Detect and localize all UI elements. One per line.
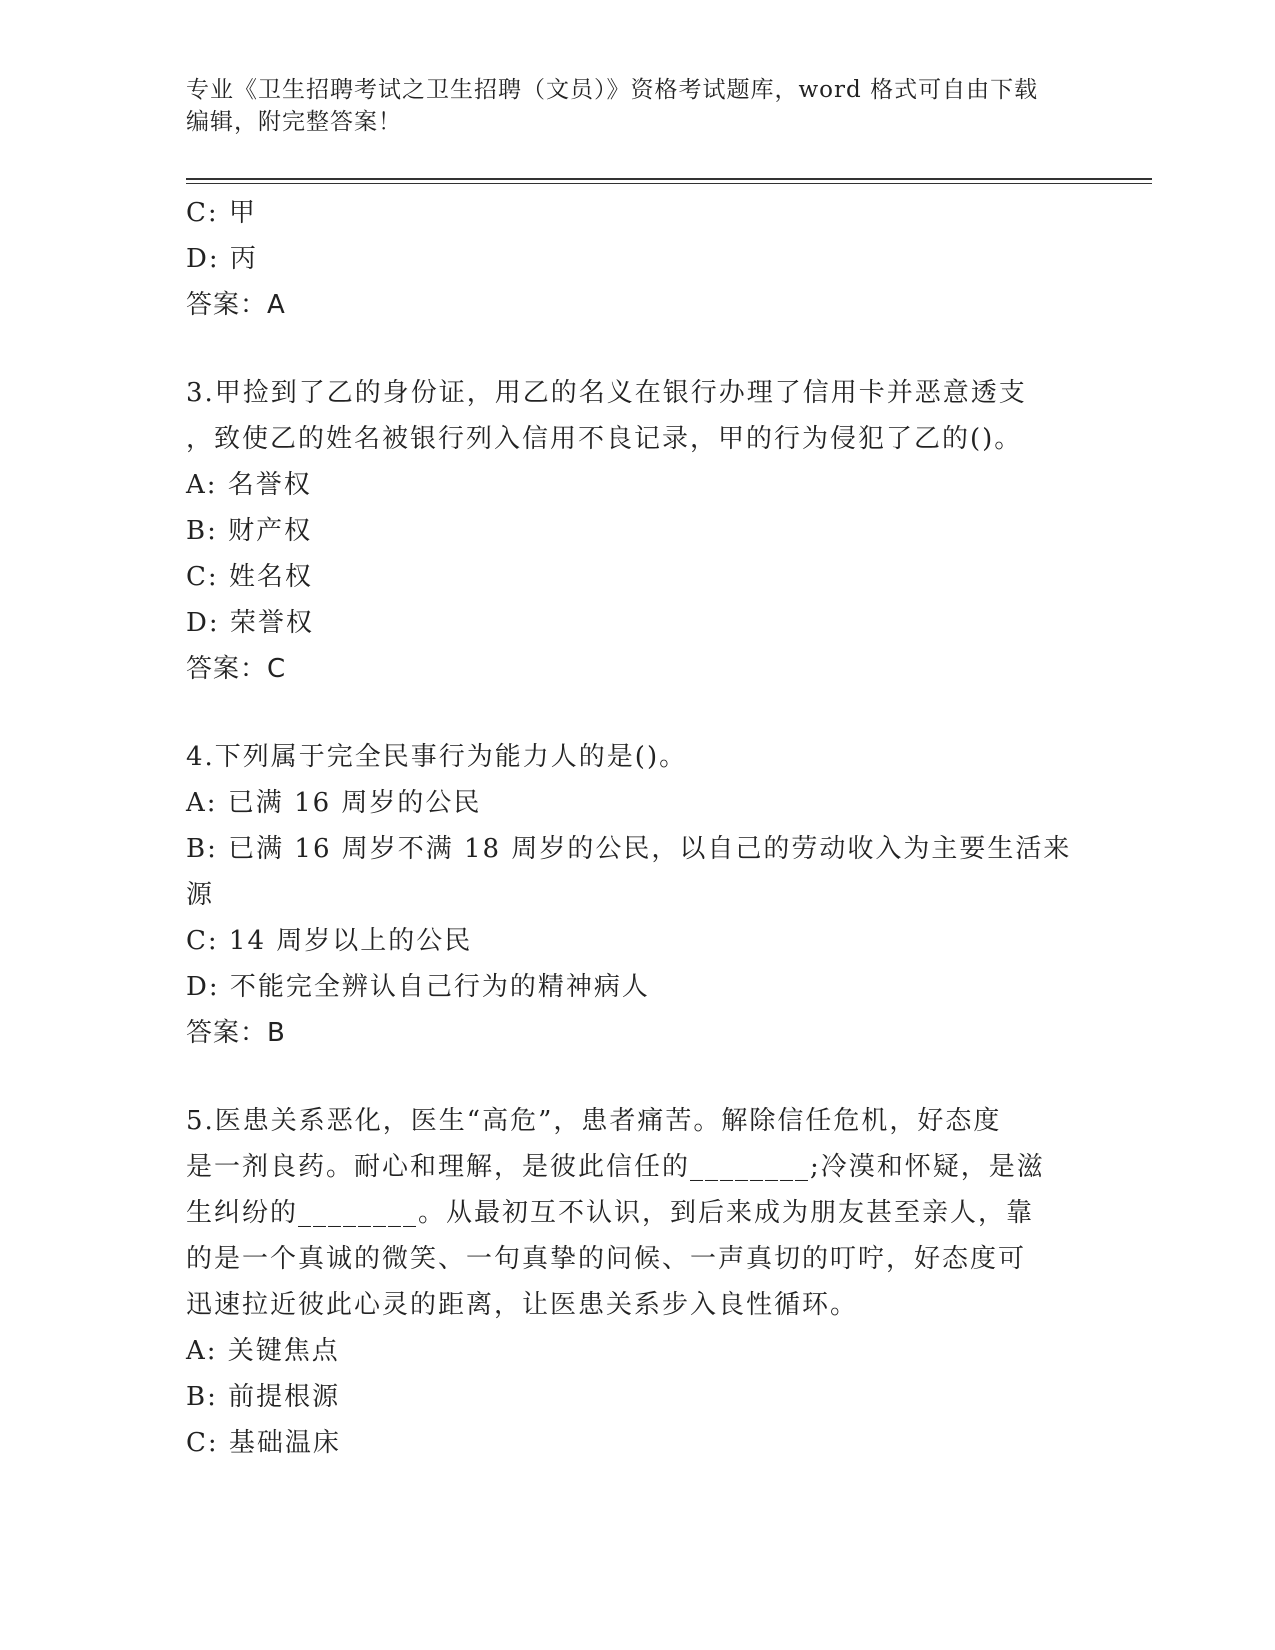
- question-3: [186, 370, 1086, 692]
- q4-option-b-line-1: B: 已满 16 周岁不满 18 周岁的公民，以自己的劳动收入为主要生活来: [186, 834, 1072, 864]
- q4-option-c: C: 14 周岁以上的公民: [186, 926, 473, 956]
- header-divider-thin: [186, 183, 1152, 184]
- q4-option-a: A: 已满 16 周岁的公民: [186, 788, 482, 818]
- q2-option-d: D: 丙: [186, 244, 258, 274]
- question-2-tail: [186, 190, 1086, 328]
- q3-stem-line-2: ，致使乙的姓名被银行列入信用不良记录，甲的行为侵犯了乙的()。: [186, 424, 1023, 454]
- document-body: [186, 190, 1086, 1466]
- q3-option-b: B: 财产权: [186, 516, 313, 546]
- q5-stem-line-2: 是一剂良药。耐心和理解，是彼此信任的________;冷漠和怀疑，是滋: [186, 1152, 1045, 1182]
- q2-answer: 答案：A: [186, 290, 286, 320]
- question-5: [186, 1098, 1086, 1466]
- q5-stem-line-1: 5.医患关系恶化，医生“高危”，患者痛苦。解除信任危机，好态度: [186, 1106, 1002, 1136]
- q5-option-c: C: 基础温床: [186, 1428, 341, 1458]
- header-divider-thick: [186, 178, 1152, 180]
- q4-stem: 4.下列属于完全民事行为能力人的是()。: [186, 742, 688, 772]
- q3-stem-line-1: 3.甲捡到了乙的身份证，用乙的名义在银行办理了信用卡并恶意透支: [186, 378, 1027, 408]
- spacer: [186, 692, 1086, 734]
- q5-option-a: A: 关键焦点: [186, 1336, 340, 1366]
- spacer: [186, 1056, 1086, 1098]
- q3-option-c: C: 姓名权: [186, 562, 313, 592]
- q5-stem-line-3: 生纠纷的________。从最初互不认识，到后来成为朋友甚至亲人，靠: [186, 1198, 1035, 1228]
- spacer: [186, 328, 1086, 370]
- q3-option-d: D: 荣誉权: [186, 608, 314, 638]
- q4-option-d: D: 不能完全辨认自己行为的精神病人: [186, 972, 650, 1002]
- header-line-2: 编辑，附完整答案！: [186, 109, 402, 135]
- q4-answer: 答案：B: [186, 1018, 286, 1048]
- header-line-1: 专业《卫生招聘考试之卫生招聘（文员）》资格考试题库，word 格式可自由下载: [186, 77, 1039, 103]
- q2-option-c: C: 甲: [186, 198, 257, 228]
- q3-option-a: A: 名誉权: [186, 470, 312, 500]
- q5-stem-line-4: 的是一个真诚的微笑、一句真挚的问候、一声真切的叮咛，好态度可: [186, 1244, 1027, 1274]
- q3-answer: 答案：C: [186, 654, 287, 684]
- q4-option-b-line-2: 源: [186, 880, 215, 910]
- page-header: [186, 74, 1066, 138]
- question-4: [186, 734, 1086, 1056]
- q5-stem-line-5: 迅速拉近彼此心灵的距离，让医患关系步入良性循环。: [186, 1290, 859, 1320]
- q5-option-b: B: 前提根源: [186, 1382, 341, 1412]
